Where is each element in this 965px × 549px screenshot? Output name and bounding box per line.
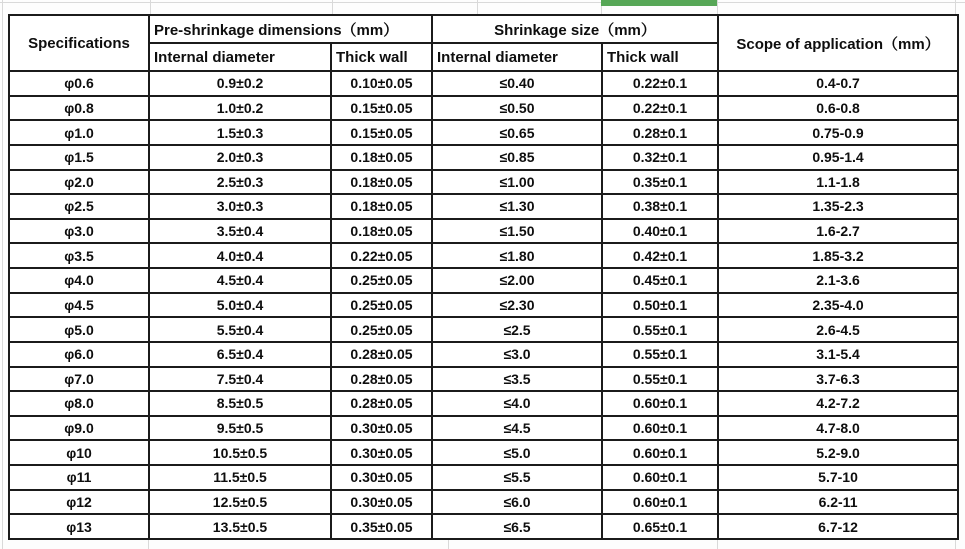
pre-thick-wall-cell[interactable]: 0.30±0.05: [331, 490, 432, 515]
pre-thick-wall-cell[interactable]: 0.25±0.05: [331, 293, 432, 318]
shrink-internal-diameter-cell[interactable]: ≤0.50: [432, 96, 602, 121]
scope-cell[interactable]: 6.2-11: [718, 490, 958, 515]
shrink-thick-wall-cell[interactable]: 0.60±0.1: [602, 465, 718, 490]
table-row: [9, 268, 958, 293]
pre-thick-wall-cell[interactable]: 0.15±0.05: [331, 120, 432, 145]
scope-cell[interactable]: 3.7-6.3: [718, 367, 958, 392]
shrink-thick-wall-cell[interactable]: 0.35±0.1: [602, 170, 718, 195]
pre-internal-diameter-cell[interactable]: 1.0±0.2: [149, 96, 331, 121]
table-row: [9, 391, 958, 416]
table-row: [9, 440, 958, 465]
spec-cell[interactable]: φ12: [9, 490, 149, 515]
shrink-internal-diameter-cell[interactable]: ≤3.0: [432, 342, 602, 367]
pre-internal-diameter-cell[interactable]: 7.5±0.4: [149, 367, 331, 392]
scope-cell[interactable]: 1.35-2.3: [718, 194, 958, 219]
shrink-thick-wall-cell[interactable]: 0.60±0.1: [602, 416, 718, 441]
spec-cell[interactable]: φ1.0: [9, 120, 149, 145]
grid-vline-top-3: [477, 0, 478, 14]
grid-vline-top-1: [150, 0, 151, 14]
pre-internal-diameter-cell[interactable]: 5.0±0.4: [149, 293, 331, 318]
spec-cell[interactable]: φ10: [9, 440, 149, 465]
shrink-internal-diameter-cell[interactable]: ≤5.5: [432, 465, 602, 490]
header-pre-shrinkage-group[interactable]: Pre-shrinkage dimensions（mm）: [149, 15, 432, 43]
header-scope-of-application[interactable]: Scope of application（mm）: [718, 15, 958, 71]
shrink-internal-diameter-cell[interactable]: ≤2.00: [432, 268, 602, 293]
scope-cell[interactable]: 3.1-5.4: [718, 342, 958, 367]
header-row-groups: [9, 15, 958, 43]
scope-cell[interactable]: 2.1-3.6: [718, 268, 958, 293]
pre-internal-diameter-cell[interactable]: 0.9±0.2: [149, 71, 331, 96]
scope-cell[interactable]: 1.1-1.8: [718, 170, 958, 195]
shrink-thick-wall-cell[interactable]: 0.60±0.1: [602, 490, 718, 515]
table-row: [9, 514, 958, 539]
scope-cell[interactable]: 1.6-2.7: [718, 219, 958, 244]
shrink-thick-wall-cell[interactable]: 0.50±0.1: [602, 293, 718, 318]
pre-thick-wall-cell[interactable]: 0.25±0.05: [331, 317, 432, 342]
table-row: [9, 120, 958, 145]
shrink-internal-diameter-cell[interactable]: ≤0.85: [432, 145, 602, 170]
shrink-internal-diameter-cell[interactable]: ≤3.5: [432, 367, 602, 392]
pre-thick-wall-cell[interactable]: 0.30±0.05: [331, 465, 432, 490]
shrink-internal-diameter-cell[interactable]: ≤5.0: [432, 440, 602, 465]
scope-cell[interactable]: 0.95-1.4: [718, 145, 958, 170]
shrink-thick-wall-cell[interactable]: 0.55±0.1: [602, 342, 718, 367]
shrink-thick-wall-cell[interactable]: 0.60±0.1: [602, 391, 718, 416]
pre-thick-wall-cell[interactable]: 0.30±0.05: [331, 416, 432, 441]
pre-thick-wall-cell[interactable]: 0.18±0.05: [331, 194, 432, 219]
table-header: [9, 15, 958, 71]
pre-internal-diameter-cell[interactable]: 12.5±0.5: [149, 490, 331, 515]
scope-cell[interactable]: 6.7-12: [718, 514, 958, 539]
shrink-internal-diameter-cell[interactable]: ≤6.0: [432, 490, 602, 515]
pre-internal-diameter-cell[interactable]: 6.5±0.4: [149, 342, 331, 367]
shrink-internal-diameter-cell[interactable]: ≤0.40: [432, 71, 602, 96]
pre-thick-wall-cell[interactable]: 0.28±0.05: [331, 342, 432, 367]
grid-vline-top-2: [332, 0, 333, 14]
shrink-thick-wall-cell[interactable]: 0.28±0.1: [602, 120, 718, 145]
table-row: [9, 416, 958, 441]
pre-thick-wall-cell[interactable]: 0.18±0.05: [331, 219, 432, 244]
shrink-internal-diameter-cell[interactable]: ≤1.50: [432, 219, 602, 244]
grid-vline-left-margin: [2, 0, 3, 549]
pre-internal-diameter-cell[interactable]: 5.5±0.4: [149, 317, 331, 342]
spec-cell[interactable]: φ0.8: [9, 96, 149, 121]
scope-cell[interactable]: 4.7-8.0: [718, 416, 958, 441]
grid-vline-bottom-4: [955, 540, 956, 549]
header-pre-thick-wall[interactable]: Thick wall: [331, 43, 432, 71]
pre-internal-diameter-cell[interactable]: 10.5±0.5: [149, 440, 331, 465]
pre-internal-diameter-cell[interactable]: 3.0±0.3: [149, 194, 331, 219]
shrink-thick-wall-cell[interactable]: 0.22±0.1: [602, 96, 718, 121]
shrink-thick-wall-cell[interactable]: 0.42±0.1: [602, 243, 718, 268]
spec-cell[interactable]: φ2.5: [9, 194, 149, 219]
shrink-thick-wall-cell[interactable]: 0.60±0.1: [602, 440, 718, 465]
grid-vline-top-6: [955, 0, 956, 14]
header-specifications[interactable]: Specifications: [9, 15, 149, 71]
scope-cell[interactable]: 4.2-7.2: [718, 391, 958, 416]
table-row: [9, 490, 958, 515]
pre-internal-diameter-cell[interactable]: 11.5±0.5: [149, 465, 331, 490]
header-shrink-internal-diameter[interactable]: Internal diameter: [432, 43, 602, 71]
table-row: [9, 342, 958, 367]
shrink-thick-wall-cell[interactable]: 0.65±0.1: [602, 514, 718, 539]
spec-cell[interactable]: φ7.0: [9, 367, 149, 392]
shrink-thick-wall-cell[interactable]: 0.22±0.1: [602, 71, 718, 96]
pre-thick-wall-cell[interactable]: 0.15±0.05: [331, 96, 432, 121]
spec-cell[interactable]: φ13: [9, 514, 149, 539]
pre-internal-diameter-cell[interactable]: 2.5±0.3: [149, 170, 331, 195]
table-row: [9, 219, 958, 244]
pre-internal-diameter-cell[interactable]: 4.0±0.4: [149, 243, 331, 268]
shrink-thick-wall-cell[interactable]: 0.55±0.1: [602, 317, 718, 342]
shrink-thick-wall-cell[interactable]: 0.38±0.1: [602, 194, 718, 219]
table-row: [9, 71, 958, 96]
table-row: [9, 293, 958, 318]
pre-thick-wall-cell[interactable]: 0.35±0.05: [331, 514, 432, 539]
spec-cell[interactable]: φ3.5: [9, 243, 149, 268]
shrink-internal-diameter-cell[interactable]: ≤2.5: [432, 317, 602, 342]
shrink-thick-wall-cell[interactable]: 0.55±0.1: [602, 367, 718, 392]
scope-cell[interactable]: 2.6-4.5: [718, 317, 958, 342]
grid-vline-bottom-2: [448, 540, 449, 549]
pre-internal-diameter-cell[interactable]: 13.5±0.5: [149, 514, 331, 539]
shrink-thick-wall-cell[interactable]: 0.32±0.1: [602, 145, 718, 170]
grid-hline-top: [0, 2, 965, 3]
spec-cell[interactable]: φ6.0: [9, 342, 149, 367]
shrink-internal-diameter-cell[interactable]: ≤1.30: [432, 194, 602, 219]
spec-cell[interactable]: φ9.0: [9, 416, 149, 441]
shrink-internal-diameter-cell[interactable]: ≤2.30: [432, 293, 602, 318]
table-row: [9, 170, 958, 195]
pre-thick-wall-cell[interactable]: 0.22±0.05: [331, 243, 432, 268]
pre-internal-diameter-cell[interactable]: 8.5±0.5: [149, 391, 331, 416]
spec-cell[interactable]: φ5.0: [9, 317, 149, 342]
shrink-internal-diameter-cell[interactable]: ≤0.65: [432, 120, 602, 145]
selected-cell-highlight[interactable]: [601, 0, 717, 6]
pre-internal-diameter-cell[interactable]: 1.5±0.3: [149, 120, 331, 145]
pre-thick-wall-cell[interactable]: 0.18±0.05: [331, 145, 432, 170]
spec-cell[interactable]: φ8.0: [9, 391, 149, 416]
grid-vline-bottom-3: [717, 540, 718, 549]
pre-thick-wall-cell[interactable]: 0.25±0.05: [331, 268, 432, 293]
shrink-internal-diameter-cell[interactable]: ≤1.80: [432, 243, 602, 268]
shrink-thick-wall-cell[interactable]: 0.40±0.1: [602, 219, 718, 244]
pre-thick-wall-cell[interactable]: 0.18±0.05: [331, 170, 432, 195]
pre-internal-diameter-cell[interactable]: 4.5±0.4: [149, 268, 331, 293]
table-row: [9, 367, 958, 392]
scope-cell[interactable]: 0.6-0.8: [718, 96, 958, 121]
pre-thick-wall-cell[interactable]: 0.30±0.05: [331, 440, 432, 465]
table-body: [9, 71, 958, 539]
scope-cell[interactable]: 5.2-9.0: [718, 440, 958, 465]
pre-thick-wall-cell[interactable]: 0.28±0.05: [331, 367, 432, 392]
table-row: [9, 145, 958, 170]
specifications-table: [8, 14, 959, 540]
shrink-thick-wall-cell[interactable]: 0.45±0.1: [602, 268, 718, 293]
pre-thick-wall-cell[interactable]: 0.28±0.05: [331, 391, 432, 416]
shrink-internal-diameter-cell[interactable]: ≤1.00: [432, 170, 602, 195]
table-row: [9, 317, 958, 342]
pre-thick-wall-cell[interactable]: 0.10±0.05: [331, 71, 432, 96]
scope-cell[interactable]: 2.35-4.0: [718, 293, 958, 318]
pre-internal-diameter-cell[interactable]: 3.5±0.4: [149, 219, 331, 244]
table-row: [9, 243, 958, 268]
spec-cell[interactable]: φ11: [9, 465, 149, 490]
spec-cell[interactable]: φ2.0: [9, 170, 149, 195]
table-row: [9, 194, 958, 219]
shrink-internal-diameter-cell[interactable]: ≤6.5: [432, 514, 602, 539]
spec-cell[interactable]: φ1.5: [9, 145, 149, 170]
grid-vline-top-5: [717, 0, 718, 14]
table-row: [9, 465, 958, 490]
shrink-internal-diameter-cell[interactable]: ≤4.0: [432, 391, 602, 416]
scope-cell[interactable]: 5.7-10: [718, 465, 958, 490]
spec-cell[interactable]: φ0.6: [9, 71, 149, 96]
pre-internal-diameter-cell[interactable]: 9.5±0.5: [149, 416, 331, 441]
spec-cell[interactable]: φ4.0: [9, 268, 149, 293]
header-shrink-thick-wall[interactable]: Thick wall: [602, 43, 718, 71]
scope-cell[interactable]: 1.85-3.2: [718, 243, 958, 268]
table-row: [9, 96, 958, 121]
grid-vline-bottom-1: [148, 540, 149, 549]
header-shrinkage-group[interactable]: Shrinkage size（mm）: [432, 15, 718, 43]
scope-cell[interactable]: 0.75-0.9: [718, 120, 958, 145]
shrink-internal-diameter-cell[interactable]: ≤4.5: [432, 416, 602, 441]
spec-cell[interactable]: φ3.0: [9, 219, 149, 244]
pre-internal-diameter-cell[interactable]: 2.0±0.3: [149, 145, 331, 170]
scope-cell[interactable]: 0.4-0.7: [718, 71, 958, 96]
header-pre-internal-diameter[interactable]: Internal diameter: [149, 43, 331, 71]
spec-cell[interactable]: φ4.5: [9, 293, 149, 318]
